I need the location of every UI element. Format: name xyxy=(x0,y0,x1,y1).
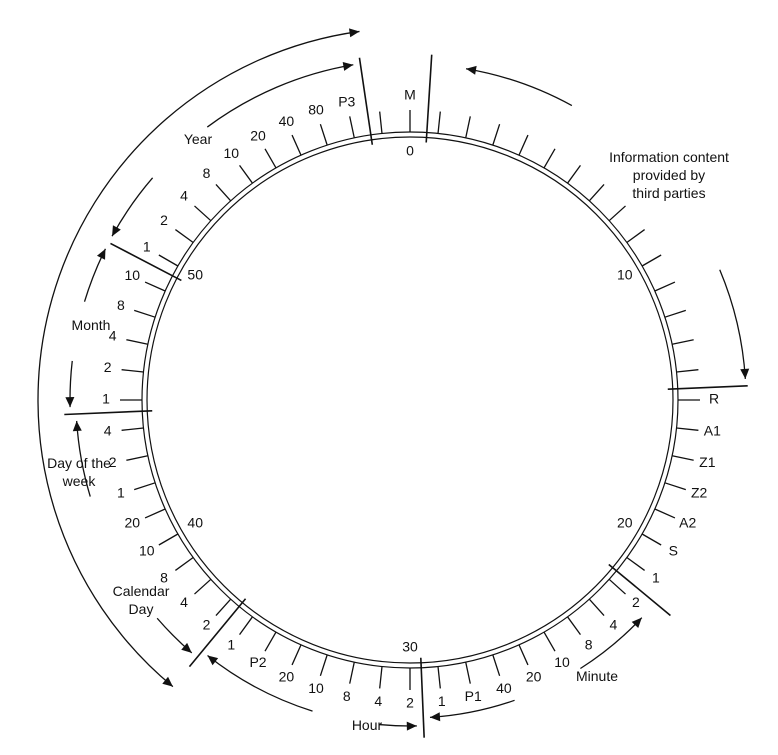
second-tick xyxy=(519,135,528,155)
second-tick xyxy=(134,483,155,490)
second-tick xyxy=(350,116,355,138)
outer-ring-label: 10 xyxy=(554,653,570,670)
second-tick xyxy=(240,617,253,635)
second-tick xyxy=(145,509,165,518)
second-tick xyxy=(126,456,148,461)
outer-ring-label: 2 xyxy=(108,453,117,470)
second-tick xyxy=(240,165,253,183)
second-tick xyxy=(627,558,645,571)
second-tick xyxy=(519,645,528,665)
outer-ring-label: 10 xyxy=(124,267,141,284)
second-tick xyxy=(265,632,276,651)
boundary-marker xyxy=(359,58,372,145)
arrowhead xyxy=(466,66,477,75)
dial-rings xyxy=(142,132,678,668)
second-tick xyxy=(609,579,625,594)
second-tick xyxy=(568,617,581,635)
outer-ring-label: 1 xyxy=(116,484,125,501)
inner-ring-label: 30 xyxy=(402,638,418,655)
outer-ring xyxy=(142,132,678,668)
arrowhead xyxy=(343,62,354,71)
second-tick xyxy=(677,370,699,372)
span-label: Calendar Day xyxy=(112,583,170,617)
outer-ring-label: 80 xyxy=(308,101,324,118)
boundary-marker xyxy=(189,599,245,667)
span-arc xyxy=(112,178,153,236)
second-tick xyxy=(122,428,144,430)
arrowhead xyxy=(430,712,440,721)
second-ticks xyxy=(120,110,700,690)
span-label: Hour xyxy=(351,717,383,733)
outer-ring-label: 20 xyxy=(250,127,266,144)
second-tick xyxy=(265,149,276,168)
outer-ring-label: Z2 xyxy=(690,484,708,501)
outer-ring-label: 20 xyxy=(525,668,542,685)
second-tick xyxy=(159,255,178,266)
boundary-marker xyxy=(426,55,432,143)
second-tick xyxy=(194,579,210,594)
outer-ring-label: 4 xyxy=(103,422,112,439)
outer-ring-label: 4 xyxy=(374,693,383,710)
arrowhead xyxy=(112,225,121,236)
boundary-marker xyxy=(668,386,748,389)
span-label: Month xyxy=(71,317,111,333)
second-tick xyxy=(544,632,555,651)
span-label: Information content provided by third parties xyxy=(609,149,729,201)
outer-ring-label: 1 xyxy=(437,693,446,710)
second-tick xyxy=(159,534,178,545)
second-tick xyxy=(672,340,694,345)
outer-ring-label: M xyxy=(404,86,416,103)
arrowhead xyxy=(349,28,360,37)
outer-ring-label: 4 xyxy=(180,594,188,611)
span-label: Day of the week xyxy=(47,455,111,489)
span-arc xyxy=(720,270,746,379)
second-tick xyxy=(122,370,144,372)
second-tick xyxy=(642,534,661,545)
field-span-arcs xyxy=(38,28,749,730)
outer-ring-label: 2 xyxy=(160,212,168,229)
arrowhead xyxy=(73,421,82,431)
second-tick xyxy=(320,124,327,145)
second-tick xyxy=(175,230,193,243)
second-tick xyxy=(642,255,661,266)
span-arc xyxy=(466,69,572,106)
outer-ring-label: R xyxy=(708,390,720,407)
span-label: Year xyxy=(183,131,213,147)
outer-ring-label: 1 xyxy=(227,636,236,653)
outer-ring-label: 8 xyxy=(584,636,593,653)
second-tick xyxy=(216,599,231,615)
inner-ring-label: 50 xyxy=(187,266,204,283)
outer-ring-label: 2 xyxy=(202,616,211,633)
second-tick xyxy=(544,149,555,168)
outer-ring-label: P1 xyxy=(464,688,482,705)
second-tick xyxy=(677,428,699,430)
outer-ring-label: 4 xyxy=(180,187,188,204)
second-tick xyxy=(194,206,210,221)
second-tick xyxy=(216,184,231,200)
second-tick xyxy=(145,282,165,291)
arrowhead xyxy=(65,397,74,407)
second-tick xyxy=(292,135,301,155)
outer-ring-label: 1 xyxy=(102,390,110,407)
second-tick xyxy=(438,112,440,134)
outer-ring-labels xyxy=(102,87,721,711)
second-tick xyxy=(380,667,382,689)
outer-ring-label: 8 xyxy=(116,296,125,313)
second-tick xyxy=(134,310,155,317)
second-tick xyxy=(466,116,471,138)
outer-ring-label: P3 xyxy=(338,93,356,110)
boundary-marker xyxy=(421,658,424,738)
boundary-marker xyxy=(64,411,152,415)
second-tick xyxy=(126,340,148,345)
arrowhead xyxy=(740,369,749,379)
outer-ring-label: 2 xyxy=(632,594,640,611)
outer-ring-label: S xyxy=(668,542,678,559)
outer-ring-label: 8 xyxy=(202,164,211,181)
second-tick xyxy=(568,165,581,183)
outer-ring-label: 20 xyxy=(278,668,295,685)
second-tick xyxy=(380,112,382,134)
outer-ring-label: 40 xyxy=(496,679,512,696)
second-tick xyxy=(627,230,645,243)
second-tick xyxy=(466,662,471,684)
outer-ring-label: 10 xyxy=(308,679,324,696)
outer-ring-label: P2 xyxy=(249,653,267,670)
inner-ring-label: 10 xyxy=(616,266,633,283)
outer-ring-label: A2 xyxy=(679,514,697,531)
outer-ring-label: 2 xyxy=(103,358,112,375)
outer-ring-label: 8 xyxy=(160,569,168,586)
outer-ring-label: 4 xyxy=(609,616,618,633)
second-tick xyxy=(589,599,604,615)
second-tick xyxy=(493,655,500,676)
second-tick xyxy=(665,310,686,317)
inner-ring-label: 0 xyxy=(406,142,414,159)
outer-ring-label: 10 xyxy=(138,542,155,559)
span-arc xyxy=(38,31,360,686)
second-tick xyxy=(493,124,500,145)
outer-ring-label: 20 xyxy=(124,514,141,531)
second-tick xyxy=(320,655,327,676)
second-tick xyxy=(589,184,604,200)
outer-ring-label: 4 xyxy=(108,327,117,344)
outer-ring-label: A1 xyxy=(703,422,721,439)
outer-ring-label: 10 xyxy=(223,144,240,161)
inner-ring-label: 40 xyxy=(187,514,204,531)
second-tick xyxy=(665,483,686,490)
second-tick xyxy=(672,456,694,461)
inner-ring-label: 20 xyxy=(616,514,633,531)
outer-ring-label: 8 xyxy=(342,688,351,705)
span-label: Minute xyxy=(575,668,619,684)
outer-ring-label: 40 xyxy=(278,112,295,129)
outer-ring-label: 1 xyxy=(142,238,151,255)
arrowhead xyxy=(208,655,219,665)
inner-ring-labels xyxy=(187,143,632,655)
outer-ring-label: Z1 xyxy=(699,453,716,470)
second-tick xyxy=(438,667,440,689)
outer-ring-label: 2 xyxy=(406,694,414,711)
inner-ring xyxy=(147,137,673,663)
second-tick xyxy=(350,662,355,684)
outer-ring-label: 1 xyxy=(652,569,660,586)
second-tick xyxy=(655,282,675,291)
second-tick xyxy=(292,645,301,665)
arrowhead xyxy=(407,722,417,731)
second-tick xyxy=(655,509,675,518)
second-tick xyxy=(175,558,193,571)
second-tick xyxy=(609,206,625,221)
